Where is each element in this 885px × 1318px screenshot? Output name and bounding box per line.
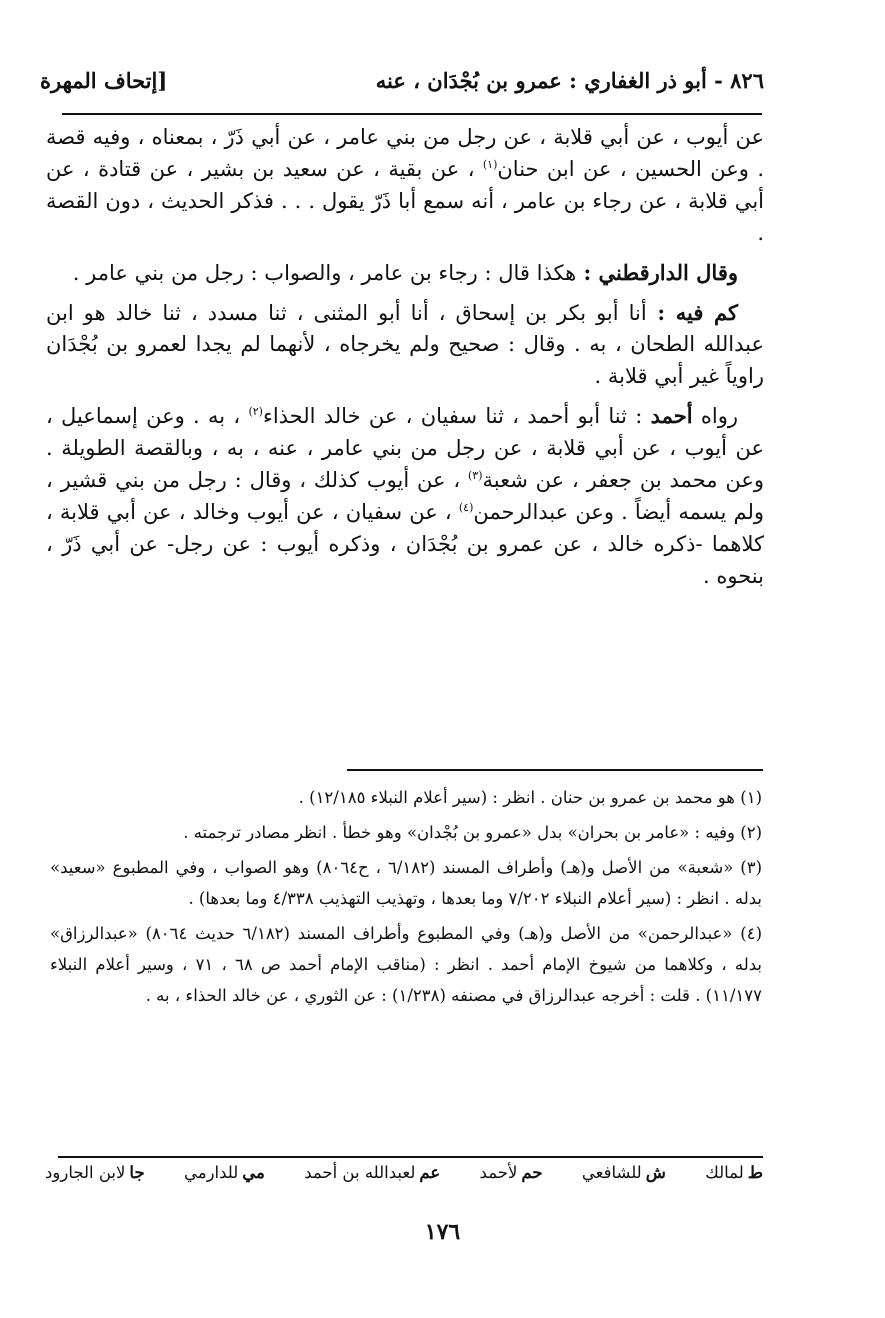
abbrev-label: لابن الجارود — [45, 1163, 126, 1182]
footnote-divider — [347, 769, 763, 771]
paragraph-4 — [46, 400, 764, 592]
paragraph-4-pre: رواه — [692, 404, 738, 429]
abbrev-code: جا — [129, 1163, 145, 1182]
paragraph-4-a: : ثنا أبو أحمد ، ثنا سفيان ، عن خالد الحذاء — [262, 404, 651, 429]
footnote-4: (٤) «عبدالرحمن» من الأصل و(هـ) وفي المطبوع وأطراف المسند (٦/١٨٢ حديث ٨٠٦٤) «عبدالرزاق» بدله ، وكلاهما من شيوخ الإمام أحمد . انظر : (مناقب الإمام أحمد ص ٦٨ ، ٧١ ، وسير أعلام النبلاء ١١/١٧٧) . قلت : أخرجه عبدالرزاق في مصنفه (١/٢٣٨) : عن الثوري ، عن خالد الحذاء ، به . — [50, 924, 762, 1006]
book-title: [إتحاف المهرة — [40, 67, 168, 93]
abbrev-code: ش — [645, 1163, 666, 1182]
header-divider — [62, 113, 762, 115]
paragraph-3 — [46, 297, 764, 394]
paragraph-2-text: هكذا قال : رجاء بن عامر ، والصواب : رجل من بني عامر . — [72, 260, 577, 285]
abbrev-code: ط — [747, 1163, 763, 1182]
paragraph-1 — [46, 122, 764, 250]
paragraph-3-text: أنا أبو بكر بن إسحاق ، أنا أبو المثنى ، ثنا مسدد ، ثنا خالد هو ابن عبدالله الطحان ، به . وقال : صحيح ولم يخرجاه ، لأنهما لم يجدا لعمرو بن بُجْدَان راوياً غير أبي قلابة . — [46, 300, 764, 389]
paragraph-2-lead: وقال الدارقطني : — [576, 259, 738, 285]
paragraph-2 — [46, 257, 764, 290]
abbrev-label: للشافعي — [581, 1163, 642, 1182]
abbrev-code: حم — [521, 1163, 543, 1182]
chapter-title: ٨٢٦ - أبو ذر الغفاري : عمرو بن بُجْدَان ، عنه — [375, 67, 764, 93]
footnote-2: (٢) وفيه : «عامر بن بحران» بدل «عمرو بن بُجْدان» وهو خطأ . انظر مصادر ترجمته . — [183, 823, 762, 843]
footnote-ref-2: (٢) — [248, 405, 263, 419]
footnote-3: (٣) «شعبة» من الأصل و(هـ) وأطراف المسند (٦/١٨٢ ، ح٨٠٦٤) وهو الصواب ، وفي المطبوع «سعيد» بدله . انظر : (سير أعلام النبلاء ٧/٢٠٢ وما بعدها ، وتهذيب التهذيب ٤/٣٣٨ وما بعدها) . — [50, 858, 763, 909]
abbrev-label: لمالك — [705, 1163, 744, 1182]
abbrev-label: لأحمد — [479, 1163, 518, 1182]
abbrev-item — [184, 1163, 265, 1182]
paragraph-3-lead: كم فيه : — [646, 299, 739, 325]
abbreviations-legend — [45, 1163, 763, 1182]
page-header — [40, 58, 764, 102]
footnote-1: (١) هو محمد بن عمرو بن حنان . انظر : (سير أعلام النبلاء ١٢/١٨٥) . — [298, 788, 762, 807]
footnotes — [50, 782, 762, 1015]
abbrev-code: عم — [419, 1163, 441, 1182]
abbrev-code: مي — [242, 1163, 265, 1182]
abbreviations-divider — [58, 1156, 763, 1158]
paragraph-1-text: عن أيوب ، عن أبي قلابة ، عن رجل من بني عامر ، عن أبي ذَرّ ، بمعناه ، وفيه قصة . وعن الحسين ، عن ابن حنان — [46, 125, 764, 181]
page-number: ١٧٦ — [424, 1219, 461, 1245]
paragraph-1-rest: ، عن بقية ، عن سعيد بن بشير ، عن قتادة ، عن أبي قلابة ، عن رجاء بن عامر ، أنه سمع أبا ذَرّ يقول . . . فذكر الحديث ، دون القصة . — [46, 156, 764, 245]
abbrev-item — [480, 1163, 543, 1182]
abbrev-label: للدارمي — [183, 1163, 239, 1182]
footnote-ref-4: (٤) — [458, 500, 474, 514]
paragraph-4-b: ، به . وعن إسماعيل ، عن أيوب ، عن أبي قلابة ، عن رجل من بني عامر ، عنه ، به ، وبالقصة الطويلة . وعن محمد بن جعفر ، عن شعبة — [46, 404, 764, 493]
paragraph-4-c: ، عن أيوب كذلك ، وقال : رجل من بني قشير ، ولم يسمه أيضاً . وعن عبدالرحمن — [46, 468, 765, 524]
abbrev-item — [705, 1163, 763, 1182]
abbrev-item — [45, 1163, 145, 1182]
paragraph-4-lead: أحمد — [650, 403, 693, 429]
abbrev-label: لعبدالله بن أحمد — [304, 1163, 416, 1182]
footnote-ref-1: (١) — [482, 157, 498, 171]
footnote-ref-3: (٣) — [468, 469, 483, 483]
abbrev-item — [304, 1163, 440, 1182]
main-text — [46, 122, 764, 600]
abbrev-item — [582, 1163, 666, 1182]
paragraph-4-d: ، عن سفيان ، عن أيوب وخالد ، عن أبي قلابة ، كلاهما -ذكره خالد ، عن عمرو بن بُجْدَان ، وذكره أيوب : عن رجل- عن أبي ذَرّ ، بنحوه . — [46, 499, 764, 588]
